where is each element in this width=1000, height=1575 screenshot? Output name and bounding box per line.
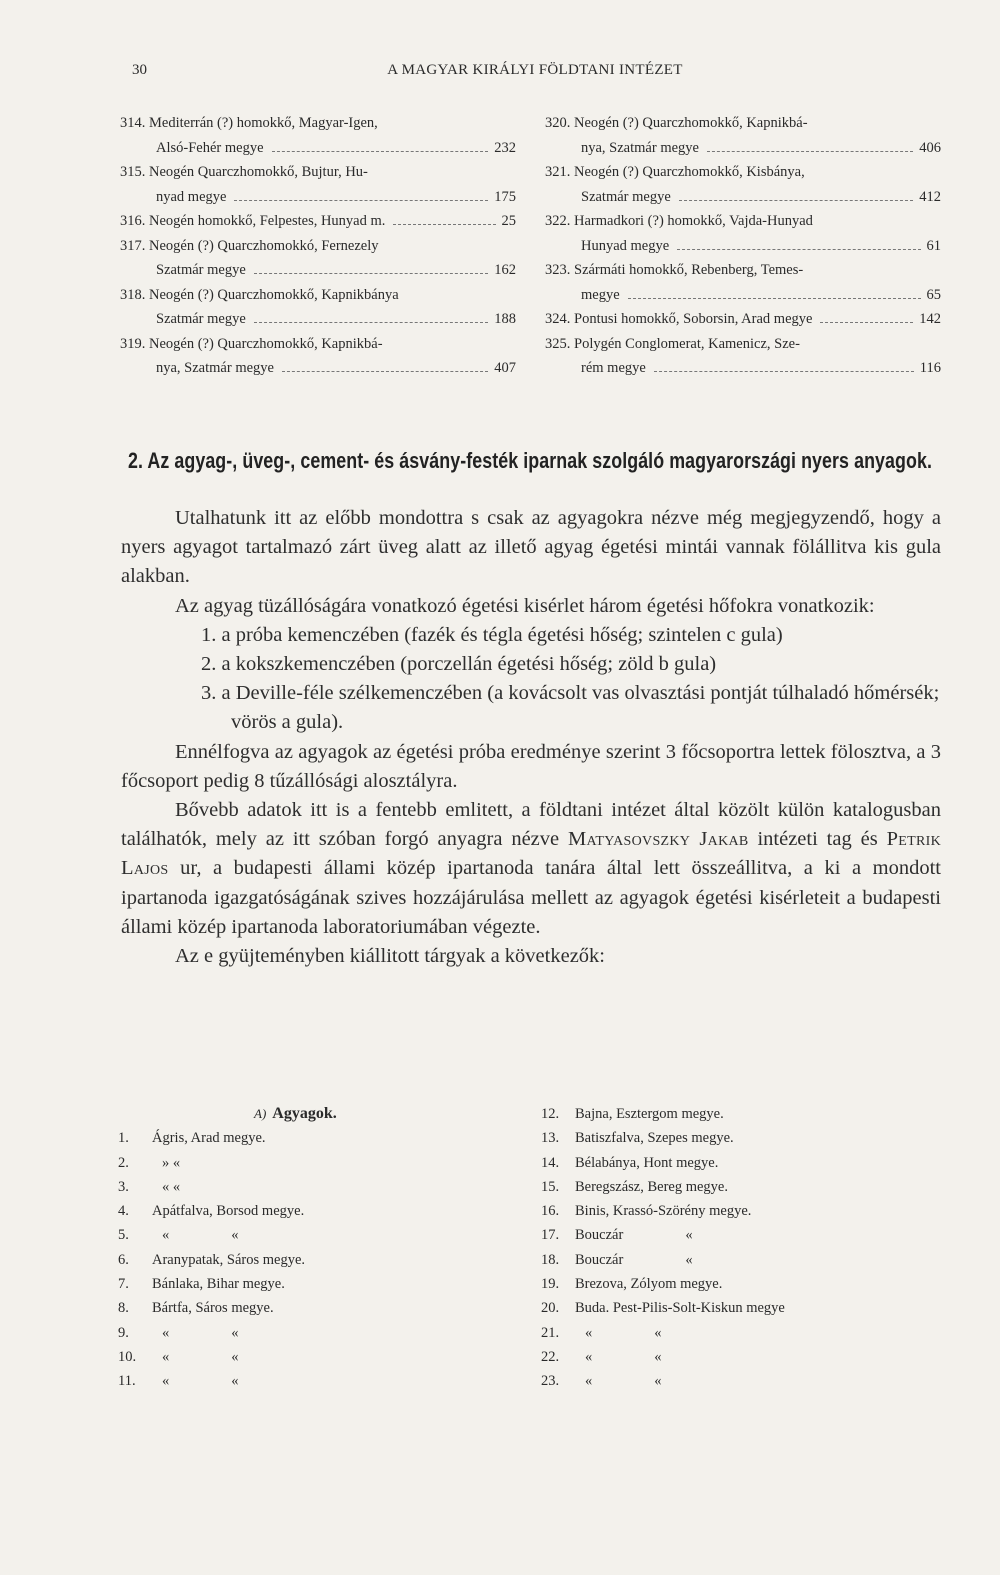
list-item: 2. a kokszkemenczében (porczellán égetési hőség; zöld b gula) <box>201 653 717 676</box>
catalog-entry <box>545 258 941 307</box>
sample-text: Apátfalva, Borsod megye. <box>152 1203 305 1220</box>
entry-text: 322. Harmadkori (?) homokkő, Vajda-Hunyad <box>545 213 813 229</box>
entry-line <box>120 111 516 136</box>
leader-dots <box>254 273 488 274</box>
sample-number: 2. <box>118 1154 129 1171</box>
sample-number: 3. <box>118 1178 129 1195</box>
entry-text: megye <box>581 286 620 303</box>
entry-text: 315. Neogén Quarczhomokkő, Bujtur, Hu- <box>120 164 368 180</box>
ditto-gap <box>169 1345 231 1369</box>
paragraph: Az e gyüjteményben kiállitott tárgyak a következők: <box>175 945 605 968</box>
entry-line <box>545 307 941 332</box>
sample-number: 10. <box>118 1348 137 1365</box>
ditto-mark: » « <box>162 1154 181 1171</box>
entry-text: Szatmár megye <box>581 188 671 205</box>
entry-page-number: 116 <box>919 360 941 376</box>
ditto-mark: « <box>162 1227 170 1244</box>
leader-dots <box>707 151 913 152</box>
catalog-entries-left <box>120 111 516 381</box>
leader-dots <box>654 371 914 372</box>
entry-page-number: 65 <box>926 286 941 303</box>
sample-item <box>541 1223 841 1247</box>
sample-item <box>118 1321 398 1345</box>
sample-number: 16. <box>541 1203 560 1220</box>
sample-item <box>118 1248 398 1272</box>
samples-title-text: Agyagok. <box>272 1105 337 1122</box>
sample-item <box>541 1151 841 1175</box>
ditto-mark: « <box>231 1227 239 1244</box>
entry-text: 320. Neogén (?) Quarczhomokkő, Kapnikbá- <box>545 115 808 131</box>
sample-number: 15. <box>541 1178 560 1195</box>
entry-text: nya, Szatmár megye <box>581 139 699 156</box>
sample-number: 5. <box>118 1227 129 1244</box>
page-number: 30 <box>132 62 147 78</box>
entry-line <box>545 136 941 161</box>
catalog-entry <box>120 234 516 283</box>
ditto-gap <box>169 1321 231 1345</box>
sample-number: 9. <box>118 1324 129 1341</box>
leader-dots <box>234 200 488 201</box>
sample-number: 4. <box>118 1203 129 1220</box>
catalog-entry <box>120 160 516 209</box>
ditto-gap <box>592 1369 654 1393</box>
entry-page-number: 61 <box>926 237 941 254</box>
ditto-mark: « <box>585 1348 593 1365</box>
ditto-mark: « <box>685 1251 693 1268</box>
catalog-entry <box>120 332 516 381</box>
sample-text: Bélabánya, Hont megye. <box>575 1154 719 1171</box>
ditto-mark: « <box>231 1348 239 1365</box>
catalog-entry <box>545 307 941 332</box>
samples-title <box>118 1102 398 1126</box>
sample-item <box>541 1272 841 1296</box>
paragraph: Ennélfogva az agyagok az égetési próba eredménye szerint 3 főcsoportra lettek fölosztva, a 3 főcsoport pedig 8 tűzállósági alosztályra. <box>121 740 941 792</box>
entry-line <box>545 234 941 259</box>
leader-dots <box>282 371 488 372</box>
ditto-mark: « <box>685 1227 693 1244</box>
ditto-mark: « <box>231 1324 239 1341</box>
entry-line <box>545 283 941 308</box>
entry-line <box>545 185 941 210</box>
sample-number: 1. <box>118 1130 129 1147</box>
sample-item <box>118 1272 398 1296</box>
sample-text: Bouczár <box>575 1227 624 1244</box>
sample-item <box>118 1151 398 1175</box>
sample-item <box>541 1199 841 1223</box>
leader-dots <box>393 224 495 225</box>
ditto-mark: « « <box>162 1178 181 1195</box>
entry-line <box>120 160 516 185</box>
sample-item <box>118 1369 398 1393</box>
catalog-entry <box>120 111 516 160</box>
entry-line <box>120 332 516 357</box>
entry-page-number: 407 <box>494 360 516 376</box>
entry-page-number: 142 <box>919 311 941 327</box>
text-run: Bővebb adatok itt is a fentebb emlitett, a földtani intézet által közölt külön katalogusban találhatók, mely az itt szóban forgó anyagra nézve <box>121 799 941 851</box>
sample-number: 13. <box>541 1130 560 1147</box>
catalog-entries-right <box>545 111 941 381</box>
sample-item <box>541 1175 841 1199</box>
entry-line <box>120 258 516 283</box>
sample-text: Batiszfalva, Szepes megye. <box>575 1130 734 1147</box>
catalog-entry <box>545 209 941 258</box>
sample-item <box>541 1126 841 1150</box>
entry-page-number: 412 <box>919 188 941 205</box>
sample-text: Buda. Pest-Pilis-Solt-Kiskun megye <box>575 1300 785 1317</box>
entry-text: Alsó-Fehér megye <box>156 139 264 156</box>
catalog-entry <box>120 283 516 332</box>
sample-item <box>118 1345 398 1369</box>
sample-text: Beregszász, Bereg megye. <box>575 1178 728 1195</box>
ditto-mark: « <box>162 1348 170 1365</box>
paragraph: Az agyag tüzállóságára vonatkozó égetési kisérlet három égetési hőfokra vonatkozik: <box>175 594 875 617</box>
sample-number: 7. <box>118 1276 129 1293</box>
ditto-mark: « <box>654 1324 662 1341</box>
entry-line <box>120 307 516 332</box>
entry-line <box>120 283 516 308</box>
catalog-entry <box>545 160 941 209</box>
samples-title-letter: A) <box>254 1106 267 1121</box>
entry-page-number: 188 <box>494 311 516 327</box>
ditto-gap <box>623 1223 685 1247</box>
entry-text: 317. Neogén (?) Quarczhomokkó, Fernezely <box>120 237 379 254</box>
entry-text: 324. Pontusi homokkő, Soborsin, Arad megye <box>545 311 813 327</box>
entry-page-number: 175 <box>494 188 516 205</box>
entry-line <box>120 136 516 161</box>
entry-line <box>545 258 941 283</box>
entry-line <box>545 356 941 381</box>
entry-line <box>545 332 941 357</box>
text-run: intézeti tag és <box>757 828 878 851</box>
entry-line <box>545 209 941 234</box>
sample-text: Bajna, Esztergom megye. <box>575 1106 724 1122</box>
sample-number: 21. <box>541 1324 560 1341</box>
sample-text: Bouczár <box>575 1251 624 1268</box>
ditto-mark: « <box>162 1324 170 1341</box>
leader-dots <box>272 151 489 152</box>
sample-item <box>118 1223 398 1247</box>
entry-text: 321. Neogén (?) Quarczhomokkő, Kisbánya, <box>545 164 805 180</box>
sample-item <box>118 1126 398 1150</box>
section-heading: 2. Az agyag-, üveg-, cement- és ásvány-festék iparnak szolgáló magyarországi nyers anyagok. <box>128 448 932 473</box>
entry-text: nya, Szatmár megye <box>156 360 274 376</box>
entry-text: Hunyad megye <box>581 237 670 254</box>
entry-page-number: 25 <box>501 213 516 229</box>
sample-number: 23. <box>541 1373 560 1390</box>
entry-text: 318. Neogén (?) Quarczhomokkő, Kapnikbánya <box>120 286 399 303</box>
entry-line <box>120 234 516 259</box>
sample-number: 8. <box>118 1300 129 1317</box>
sample-item <box>118 1175 398 1199</box>
ditto-gap <box>592 1345 654 1369</box>
entry-text: rém megye <box>581 360 646 376</box>
sample-item <box>541 1248 841 1272</box>
sample-number: 19. <box>541 1276 560 1293</box>
list-item: 1. a próba kemenczében (fazék és tégla égetési hőség; szintelen c gula) <box>201 623 783 646</box>
entry-line <box>545 111 941 136</box>
entry-line <box>120 209 516 234</box>
sample-number: 22. <box>541 1348 560 1365</box>
sample-number: 18. <box>541 1251 560 1268</box>
sample-text: Brezova, Zólyom megye. <box>575 1276 723 1293</box>
sample-text: Bánlaka, Bihar megye. <box>152 1276 285 1293</box>
leader-dots <box>254 322 488 323</box>
sample-item <box>541 1345 841 1369</box>
sample-number: 6. <box>118 1251 129 1268</box>
entry-text: Szatmár megye <box>156 262 246 278</box>
leader-dots <box>677 249 920 250</box>
sample-number: 20. <box>541 1300 560 1317</box>
entry-text: Szatmár megye <box>156 311 246 327</box>
ditto-gap <box>592 1321 654 1345</box>
body-text <box>121 504 941 971</box>
ditto-mark: « <box>162 1373 170 1390</box>
sample-number: 14. <box>541 1154 560 1171</box>
ditto-mark: « <box>585 1324 593 1341</box>
sample-number: 11. <box>118 1373 136 1390</box>
entry-page-number: 232 <box>494 139 516 156</box>
entry-text: 323. Szármáti homokkő, Rebenberg, Temes- <box>545 262 804 278</box>
running-title: A MAGYAR KIRÁLYI FÖLDTANI INTÉZET <box>387 62 683 78</box>
catalog-entry <box>545 111 941 160</box>
entry-page-number: 162 <box>494 262 516 278</box>
sample-text: Aranypatak, Sáros megye. <box>152 1251 306 1268</box>
samples-list-left <box>118 1102 398 1394</box>
sample-number: 12. <box>541 1106 560 1122</box>
ditto-mark: « <box>585 1373 593 1390</box>
text-run: ur, a budapesti állami közép ipartanoda tanára által lett összeállitva, a ki a mondott ipartanoda igazgatóságának szives hozzájárulása mellett az agyagok égetési kisérleteit a budapesti állami közép ipartanoda laboratoriumában végezte. <box>121 857 942 938</box>
leader-dots <box>628 298 921 299</box>
entry-text: 325. Polygén Conglomerat, Kamenicz, Sze- <box>545 335 800 352</box>
page-header <box>132 62 938 86</box>
sample-text: Binis, Krassó-Szörény megye. <box>575 1203 752 1220</box>
catalog-entry <box>120 209 516 234</box>
catalog-entry <box>545 332 941 381</box>
entry-line <box>120 185 516 210</box>
entry-text: 314. Mediterrán (?) homokkő, Magyar-Igen, <box>120 115 378 131</box>
sample-item <box>118 1199 398 1223</box>
sample-item <box>541 1102 841 1126</box>
samples-list-right <box>541 1102 841 1394</box>
sample-item <box>541 1296 841 1320</box>
sample-item <box>541 1369 841 1393</box>
entry-line <box>120 356 516 381</box>
sample-text: Bártfa, Sáros megye. <box>152 1300 274 1317</box>
paragraph <box>121 796 941 942</box>
ditto-gap <box>623 1248 685 1272</box>
entry-text: nyad megye <box>156 188 227 205</box>
entry-text: 319. Neogén (?) Quarczhomokkő, Kapnikbá- <box>120 335 383 352</box>
list-item: 3. a Deville-féle szélkemenczében (a kovácsolt vas olvasztási pontját túlhaladó hőmérsék; vörös a gula). <box>201 682 940 734</box>
test-list <box>121 621 941 738</box>
leader-dots <box>679 200 913 201</box>
ditto-mark: « <box>654 1348 662 1365</box>
ditto-gap <box>169 1369 231 1393</box>
entry-text: 316. Neogén homokkő, Felpestes, Hunyad m. <box>120 213 386 229</box>
ditto-mark: « <box>231 1373 239 1390</box>
entry-page-number: 406 <box>919 139 941 156</box>
person-name: Matyasovszky Jakab <box>568 828 749 851</box>
sample-item <box>118 1296 398 1320</box>
sample-number: 17. <box>541 1227 560 1244</box>
ditto-mark: « <box>654 1373 662 1390</box>
entry-line <box>545 160 941 185</box>
sample-text: Ágris, Arad megye. <box>152 1130 266 1147</box>
person-name: Petrik Lajos <box>121 828 942 880</box>
sample-item <box>541 1321 841 1345</box>
ditto-gap <box>169 1223 231 1247</box>
leader-dots <box>820 322 913 323</box>
paragraph: Utalhatunk itt az előbb mondottra s csak az agyagokra nézve még megjegyzendő, hogy a nyers agyagot tartalmazó zárt üveg alatt az illető agyag égetési mintái vannak fölállitva kis gula alakban. <box>121 507 941 588</box>
